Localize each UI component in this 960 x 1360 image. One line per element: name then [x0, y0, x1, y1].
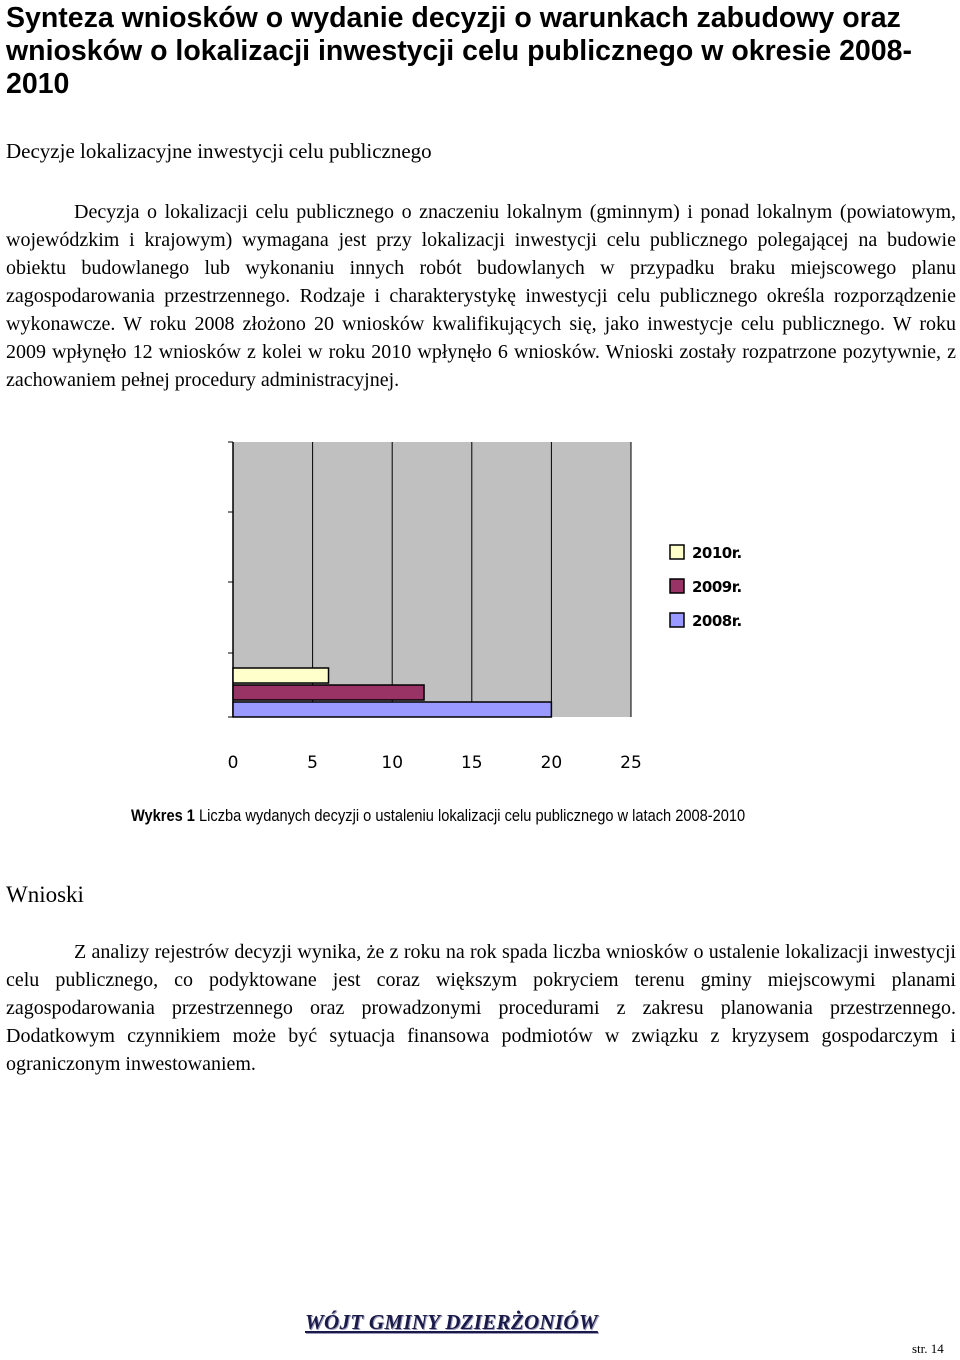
legend-label: 2010r. — [692, 544, 742, 562]
page-title: Synteza wniosków o wydanie decyzji o warunkach zabudowy oraz wniosków o lokalizacji inwestycji celu publicznego w okresie 2008-2010 — [6, 2, 912, 100]
legend-label: 2008r. — [692, 612, 742, 630]
chart-caption — [131, 804, 745, 828]
x-tick-labels — [228, 753, 642, 773]
caption-label: Wykres 1 — [131, 806, 195, 825]
x-tick-label: 0 — [227, 753, 239, 773]
page-number: str. 14 — [912, 1341, 944, 1356]
legend-swatch — [670, 613, 684, 627]
x-tick-label: 25 — [620, 753, 642, 773]
bar-2009 — [233, 685, 424, 700]
x-tick-label: 5 — [307, 753, 319, 773]
intro-paragraph-text: Decyzja o lokalizacji celu publicznego o znaczeniu lokalnym (gminnym) i ponad lokalnym (powiatowym, wojewódzkim i krajowym) wymagana jest przy lokalizacji inwestycji celu publicznego polegającej na budowie obiektu budowlanego lub wykonaniu innych robót budowlanych w przypadku braku miejscowego planu zagospodarowania przestrzennego. Rodzaje i charakterystykę inwestycji celu publicznego określa rozporządzenie wykonawcze. W roku 2008 złożono 20 wniosków kwalifikujących się, jako inwestycje celu publicznego. W roku 2009 wpłynęło 12 wniosków z kolei w roku 2010 wpłynęło 6 wniosków. Wnioski zostały rozpatrzone pozytywnie, z zachowaniem pełnej procedury administracyjnej. — [6, 201, 956, 391]
conclusions-paragraph — [6, 938, 956, 1078]
caption-text: Liczba wydanych decyzji o ustaleniu lokalizacji celu publicznego w latach 2008-2010 — [199, 806, 746, 825]
legend-swatch — [670, 545, 684, 559]
x-tick-label: 15 — [460, 753, 483, 773]
conclusions-paragraph-text: Z analizy rejestrów decyzji wynika, że z roku na rok spada liczba wniosków o ustalenie lokalizacji inwestycji celu publicznego, co podyktowane jest coraz większym pokryciem terenu gminy miejscowymi planami zagospodarowania przestrzennego oraz prowadzonymi procedurami z zakresu planowania przestrzennego. Dodatkowym czynnikiem może być sytuacja finansowa podmiotów w związku z kryzysem gospodarczym i ograniczonym inwestowaniem. — [6, 941, 956, 1075]
legend-swatch — [670, 579, 684, 593]
bar-2010 — [233, 668, 329, 683]
section-subheading: Decyzje lokalizacyjne inwestycji celu publicznego — [6, 139, 432, 163]
conclusions-heading: Wnioski — [6, 882, 84, 907]
chart-legend — [660, 531, 760, 641]
legend-label: 2009r. — [692, 578, 742, 596]
signature: WÓJT GMINY DZIERŻONIÓW — [305, 1310, 598, 1334]
x-tick-label: 20 — [540, 753, 563, 773]
x-tick-label: 10 — [381, 753, 404, 773]
bar-2008 — [233, 702, 551, 717]
